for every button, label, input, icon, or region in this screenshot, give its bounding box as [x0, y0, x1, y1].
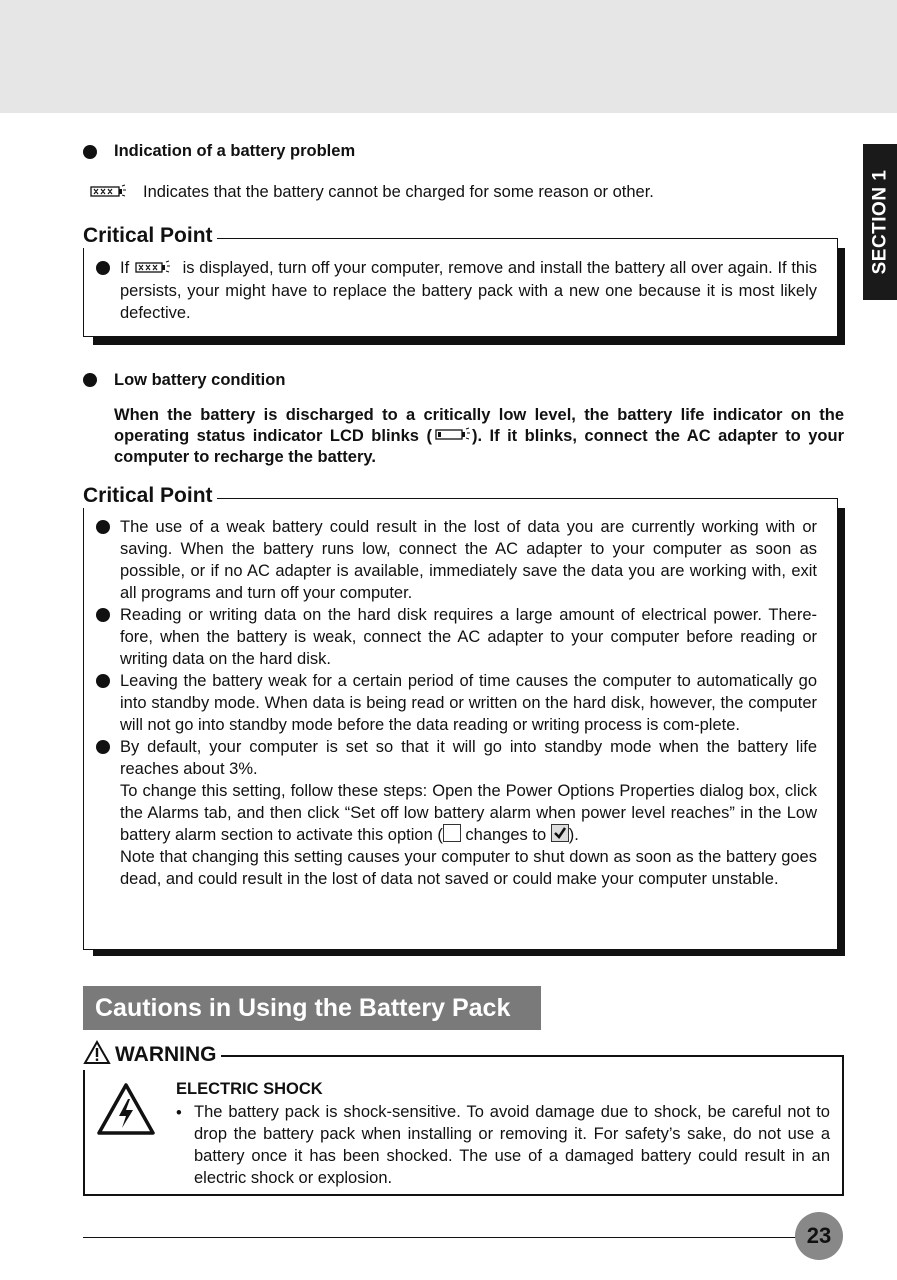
warning-bullet: • [176, 1104, 182, 1122]
critical-point-2-item [120, 604, 817, 670]
critical-point-box-2 [83, 498, 838, 950]
battery-error-icon [134, 258, 178, 280]
critical-point-2-list [120, 516, 817, 890]
section-tab [863, 144, 897, 300]
critical-point-2-item-text: By default, your computer is set so that it will go into standby mode when the battery life reaches about 3%. [120, 738, 817, 778]
warning-subhead: ELECTRIC SHOCK [176, 1080, 323, 1098]
battery-problem-heading: Indication of a battery problem [114, 142, 356, 160]
battery-problem-description: Indicates that the battery cannot be charged for some reason or other. [143, 183, 654, 201]
bullet-icon [83, 145, 97, 159]
critical-point-1-body: is displayed, turn off your computer, remove and install the battery all over again. If this persists, your might have to replace the battery pack with a new one because it is most likely defective. [120, 259, 817, 322]
low-battery-heading: Low battery condition [114, 371, 286, 389]
low-battery-paragraph [114, 405, 844, 468]
critical-point-1-text [120, 257, 817, 324]
warning-triangle-icon [83, 1040, 111, 1070]
critical-point-2-item [120, 736, 817, 890]
change-setting-paragraph [120, 780, 817, 846]
checkbox-checked-icon [551, 824, 569, 842]
checkbox-unchecked-icon [443, 824, 461, 842]
critical-point-box-1 [83, 238, 838, 337]
page-number: 23 [795, 1212, 843, 1260]
bullet-icon [96, 674, 110, 688]
bullet-icon [83, 373, 97, 387]
bullet-icon [96, 261, 110, 275]
warning-title: WARNING [115, 1043, 217, 1066]
warning-title-group [83, 1040, 221, 1070]
bullet-icon [96, 520, 110, 534]
critical-point-2-item-text: Reading or writing data on the hard disk requires a large amount of electrical power. There-fore, when the battery is weak, connect the AC adapter to your computer before reading or writing data on the hard disk. [120, 606, 817, 668]
electric-shock-icon [97, 1083, 155, 1140]
critical-point-2-item-text: Leaving the battery weak for a certain period of time causes the computer to automatically go into standby mode. When data is being read or written on the hard disk, however, the computer will not go into standby mode before the data reading or writing process is com-plete. [120, 672, 817, 734]
critical-point-2-item [120, 670, 817, 736]
bullet-icon [96, 608, 110, 622]
warning-box [83, 1055, 844, 1196]
critical-point-2-item-text: The use of a weak battery could result in the lost of data you are currently working with or saving. When the battery runs low, connect the AC adapter to your computer as soon as possible, or if no AC adapter is available, immediately save the data you are working with, exit all programs and turn off your computer. [120, 518, 817, 602]
battery-error-icon [90, 184, 126, 203]
change-setting-text-b: changes to [460, 826, 551, 844]
change-setting-note: Note that changing this setting causes your computer to shut down as soon as the battery goes dead, and could result in the lost of data not saved or could make your computer unstable. [120, 848, 817, 888]
change-setting-text-c: ). [568, 826, 579, 844]
top-band [0, 0, 897, 113]
critical-point-1-prefix: If [120, 259, 130, 277]
section-tab-label: SECTION 1 [869, 169, 890, 275]
critical-point-2-title: Critical Point [83, 484, 217, 508]
bullet-icon [96, 740, 110, 754]
cautions-heading: Cautions in Using the Battery Pack [83, 986, 541, 1030]
low-battery-text-a: When the battery is discharged to a critically low level, the battery life indicator on the operating status indicator LCD blinks ( [114, 406, 844, 445]
critical-point-1-title: Critical Point [83, 224, 217, 248]
low-battery-text-b: ). If it blinks, connect the AC adapter to your computer to recharge the battery. [114, 427, 845, 467]
critical-point-2-item [120, 516, 817, 604]
footer-rule [83, 1237, 813, 1238]
change-setting-text-a: To change this setting, follow these steps: Open the Power Options Properties dialog box, click the Alarms tab, and then click “Set off low battery alarm when power level reaches” in the Low battery alarm section to activate this option ( [120, 782, 817, 844]
battery-low-icon [432, 426, 472, 447]
warning-text: The battery pack is shock-sensitive. To avoid damage due to shock, be careful not to drop the battery pack when installing or removing it. For safety’s sake, do not use a battery once it has been shocked. The use of a damaged battery could result in an electric shock or explosion. [194, 1103, 830, 1187]
